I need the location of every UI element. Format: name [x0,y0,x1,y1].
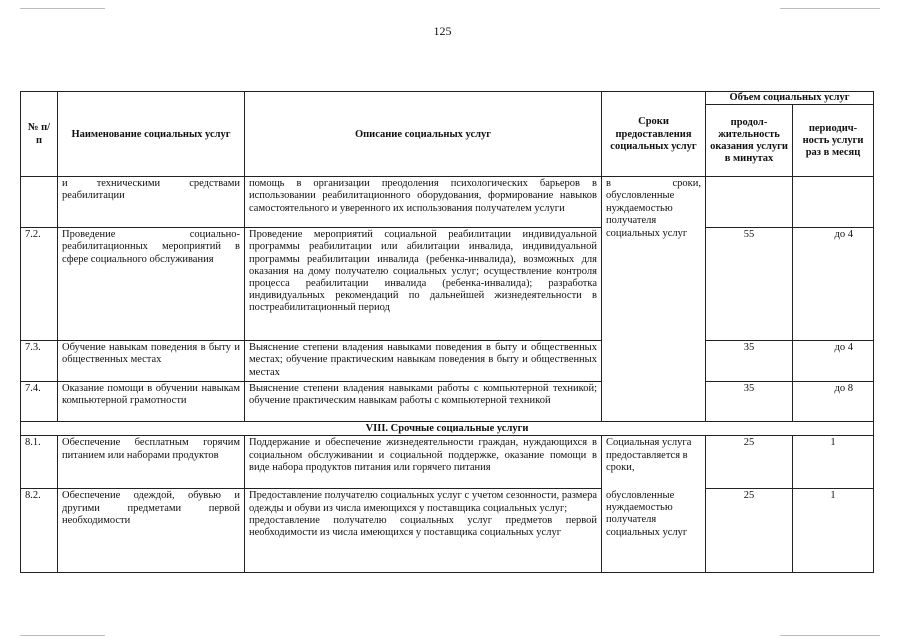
row-name: Обеспечение одеждой, обувью и другими предметами первой необходимости [58,489,245,573]
row-num [21,177,58,228]
header-frequency: периодич-ность услуги раз в месяц [793,105,874,177]
social-services-table [20,91,874,573]
table-row [21,382,874,422]
row-frequency: 1 [793,436,874,489]
header-volume: Объем социальных услуг [706,92,874,105]
row-num: 7.2. [21,228,58,341]
header-row [21,92,874,105]
section-title: VIII. Срочные социальные услуги [21,422,874,436]
page-number: 125 [433,24,452,38]
bottom-rule [20,635,105,636]
row-name: и техническими средствами реабилитации [58,177,245,228]
section-header-row [21,422,874,436]
row-name: Обеспечение бесплатным горячим питанием или наборами продуктов [58,436,245,489]
row-description: Поддержание и обеспечение жизнедеятельности граждан, нуждающихся в социальном обслуживании и социальной поддержке, оказание помощи в виде набора продуктов питания или горячего питания [245,436,602,489]
terms-text: обусловленные нуждаемостью получателя [606,190,675,226]
table-row [21,341,874,382]
table-row [21,228,874,341]
row-frequency: до 4 [793,228,874,341]
row-description: помощь в организации преодоления психологических барьеров в использовании реабилитационного оборудования, формирование навыков самостоятельного и уверенного их использования получателем услуги [245,177,602,228]
header-terms: Сроки предоставления социальных услуг [602,92,706,177]
row-name: Обучение навыкам поведения в быту и общественных местах [58,341,245,382]
table-row [21,436,874,489]
header-num: № п/п [21,92,58,177]
bottom-rule [780,635,880,636]
row-terms: Социальная услуга предоставляется в сроки, [602,436,706,489]
row-duration: 35 [706,382,793,422]
row-duration: 25 [706,436,793,489]
top-rule [780,8,880,9]
row-description: Проведение мероприятий социальной реабилитации индивидуальной программы реабилитации или абилитации инвалида, индивидуальной программы реабилитации инвалида (ребенка-инвалида), возможных для оказания на дому получателю социальных услуг; осуществление контроля процесса реабилитации инвалида (ребенка-инвалида); разработка индивидуальных рекомендаций по дальнейшей жизнедеятельности в постреабилитационный период [245,228,602,341]
header-duration: продол-жительность оказания услуги в минутах [706,105,793,177]
row-description: Выяснение степени владения навыками работы с компьютерной техникой; обучение практическим навыкам работы с компьютерной техникой [245,382,602,422]
description-paragraph: Предоставление получателю социальных услуг с учетом сезонности, размера одежды и обуви из числа имеющихся у поставщика социальных услуг; [249,490,597,514]
row-name: Проведение социально-реабилитационных мероприятий в сфере социального обслуживания [58,228,245,341]
row-duration: 35 [706,341,793,382]
row-duration: 55 [706,228,793,341]
row-frequency [793,177,874,228]
row-frequency: до 4 [793,341,874,382]
terms-text: в сроки, [606,178,701,190]
table-row [21,489,874,573]
table-row [21,177,874,228]
header-description: Описание социальных услуг [245,92,602,177]
row-frequency: до 8 [793,382,874,422]
row-num: 8.1. [21,436,58,489]
row-description [245,489,602,573]
row-name: Оказание помощи в обучении навыкам компьютерной грамотности [58,382,245,422]
row-description: Выяснение степени владения навыками поведения в быту и общественных местах; обучение практическим навыкам поведения в быту и общественных местах [245,341,602,382]
top-rule [20,8,105,9]
row-duration: 25 [706,489,793,573]
row-frequency: 1 [793,489,874,573]
row-terms: обусловленные нуждаемостью получателя социальных услуг [602,489,706,573]
row-duration [706,177,793,228]
row-num: 8.2. [21,489,58,573]
description-paragraph: предоставление получателю социальных услуг предметов первой необходимости из числа имеющихся у поставщика социальных услуг [249,514,597,539]
row-terms [602,177,706,422]
row-num: 7.3. [21,341,58,382]
terms-text: социальных услуг [606,228,688,240]
header-name: Наименование социальных услуг [58,92,245,177]
row-num: 7.4. [21,382,58,422]
